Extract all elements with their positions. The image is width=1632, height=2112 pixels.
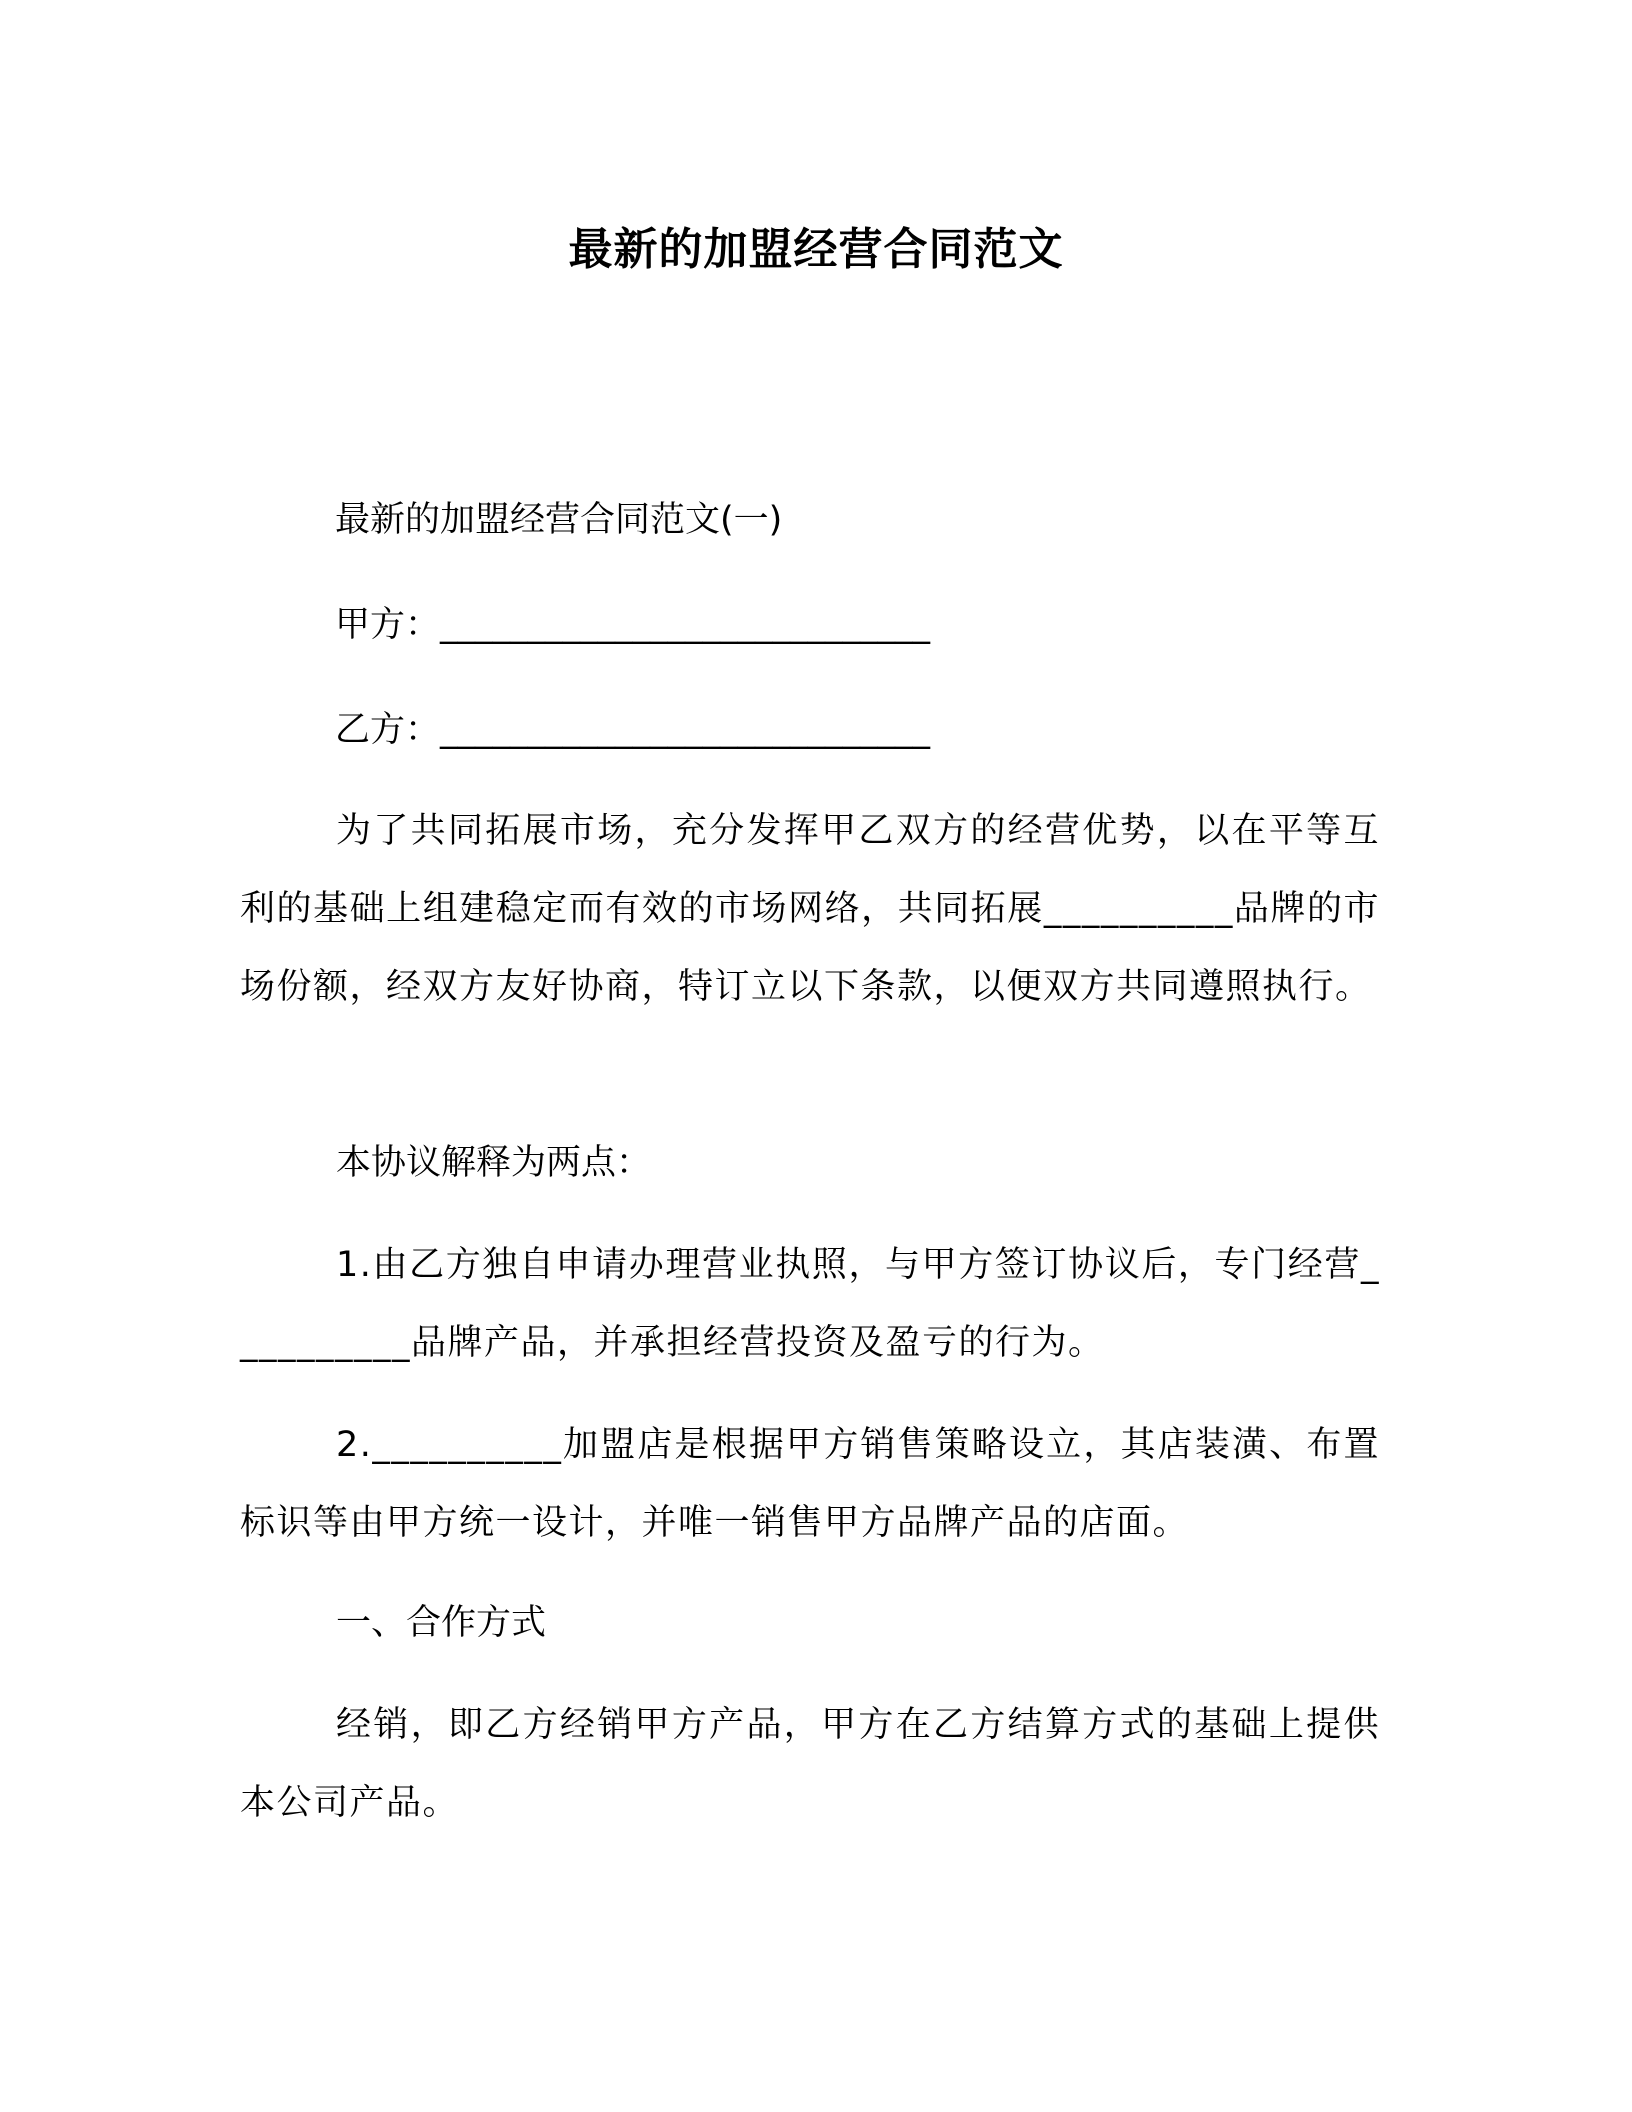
document-subtitle: 最新的加盟经营合同范文(一): [335, 500, 783, 540]
clause-1-paragraph: 1.由乙方独自申请办理营业执照，与甲方签订协议后，专门经营__________品牌产品，并承担经营投资及盈亏的行为。: [240, 1245, 1380, 1363]
party-a-line: 甲方：____________________________: [335, 605, 931, 645]
clause-2-paragraph: 2.__________加盟店是根据甲方销售策略设立，其店装潢、布置标识等由甲方统一设计，并唯一销售甲方品牌产品的店面。: [240, 1425, 1380, 1543]
agreement-explanation-heading: 本协议解释为两点：: [336, 1143, 652, 1183]
section-1-heading: 一、合作方式: [336, 1603, 547, 1643]
cooperation-method-paragraph: 经销，即乙方经销甲方产品，甲方在乙方结算方式的基础上提供本公司产品。: [240, 1705, 1380, 1823]
document-title: 最新的加盟经营合同范文: [568, 224, 1064, 275]
party-b-line: 乙方：____________________________: [335, 710, 931, 750]
intro-paragraph: 为了共同拓展市场，充分发挥甲乙双方的经营优势，以在平等互利的基础上组建稳定而有效的市场网络，共同拓展__________品牌的市场份额，经双方友好协商，特订立以下条款，以便双方共同遵照执行。: [240, 811, 1380, 1007]
